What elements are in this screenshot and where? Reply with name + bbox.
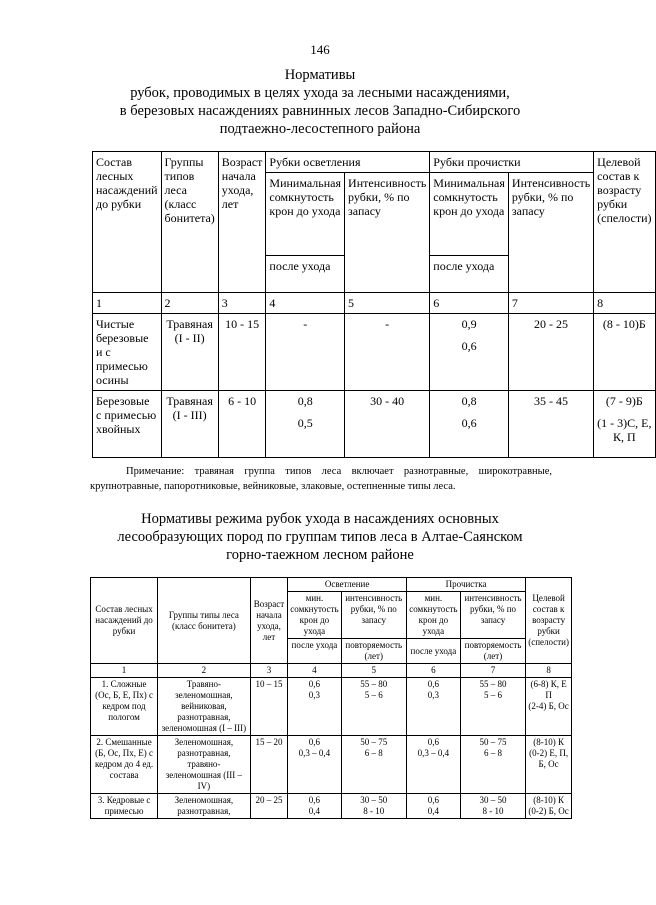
cell-min-closure-2: 0,6 0,4 [406,794,460,819]
cell-min-closure-2: 0,6 0,3 [406,678,460,736]
table1-note: Примечание: травяная группа типов леса включает разнотравные, широкотравные, крупнотравные, папоротниковые, вейниковые, злаковые, остепненные типы леса. [90,466,552,492]
cell-value-before: 0,9 [461,317,477,331]
cell-intensity-2: 35 - 45 [508,391,593,458]
column-number: 1 [93,293,162,314]
cell-intensity: 50 – 75 6 – 8 [341,736,406,794]
cell-intensity: 30 – 50 8 - 10 [341,794,406,819]
cell-intensity-2: 30 – 50 8 - 10 [460,794,525,819]
column-number: 6 [430,293,509,314]
column-number: 2 [158,664,251,678]
column-number: 7 [460,664,525,678]
cell-forest-group: Травяно-зеленомошная, вейниковая, разнотравная, зеленомошная (I – III) [158,678,251,736]
cell-min-closure: 0,6 0,4 [288,794,341,819]
cell-composition: 1. Сложные (Ос, Б, Е, Пх) с кедром под пологом [91,678,158,736]
cell-min-closure: 0,6 0,3 [288,678,341,736]
cell-composition: Чистые березовые и с примесью осины [93,314,162,391]
title1-line1: Нормативы [284,67,356,83]
column-number: 8 [526,664,572,678]
page-number: 146 [310,42,330,57]
column-number: 4 [266,293,345,314]
header-repeat-2: повторяемость (лет) [460,639,525,664]
cell-intensity-2: 55 – 80 5 – 6 [460,678,525,736]
header-cleaning: Прочистка [406,578,525,592]
header-intensity: интенсивность рубки, % по запасу [341,592,406,639]
cell-composition: 3. Кедровые с примесью [91,794,158,819]
cell-min-closure-2 [430,314,509,391]
header-composition: Состав лесных насаждений до рубки [93,152,162,293]
norms-table-birch [92,151,656,458]
cell-target: (8-10) К (0-2) Б, Ос [526,794,572,819]
table2-title [90,510,550,564]
cell-intensity: - [345,314,430,391]
title2-line1: Нормативы режима рубок ухода в насаждениях основных [141,511,499,527]
table-row [91,794,572,819]
header-cleaning-cuts: Рубки прочистки [430,152,594,173]
header-after-care: после ухода [288,639,341,664]
cell-target [594,391,655,458]
header-target-composition: Целевой состав к возрасту рубки (спелости) [594,152,655,293]
cell-min-closure [266,391,345,458]
cell-value-before: - [303,317,308,331]
cell-start-age: 20 – 25 [250,794,288,819]
header-composition: Состав лесных насаждений до рубки [91,578,158,664]
title1-line4: подтаежно-лесостепного района [219,121,421,137]
cell-value-after: 0,6 [461,416,477,430]
table-row [93,314,656,391]
title2-line2: лесообразующих пород по группам типов леса в Алтае-Саянском [117,529,523,545]
header-start-age: Возраст начала ухода, лет [250,578,288,664]
cell-intensity-2: 50 – 75 6 – 8 [460,736,525,794]
title1-line3: в березовых насаждениях равнинных лесов Западно-Сибирского [119,103,521,119]
cell-target-line1: (7 - 9)Б [605,394,643,408]
cell-forest-group: Травяная (I - III) [161,391,218,458]
cell-forest-group: Травяная (I - II) [161,314,218,391]
header-target-composition: Целевой состав к возрасту рубки (спелости) [526,578,572,664]
column-number: 5 [345,293,430,314]
header-lighting: Осветление [288,578,407,592]
header-min-closure-before: Минимальная сомкнутость крон до ухода [266,173,345,256]
header-intensity-2: интенсивность рубки, % по запасу [460,592,525,639]
column-number: 7 [508,293,593,314]
cell-min-closure-2 [430,391,509,458]
norms-table-altai-sayan [90,577,572,819]
header-repeat: повторяемость (лет) [341,639,406,664]
cell-start-age: 10 – 15 [250,678,288,736]
header-start-age: Возраст начала ухода, лет [218,152,266,293]
cell-composition: 2. Смешанные (Б, Ос, Пх, Е) с кедром до 4 ед. состава [91,736,158,794]
cell-composition: Березовые с примесью хвойных [93,391,162,458]
header-after-care-2: после ухода [406,639,460,664]
column-number: 6 [406,664,460,678]
column-number: 3 [218,293,266,314]
header-intensity: Интенсивность рубки, % по запасу [345,173,430,293]
cell-min-closure-2: 0,6 0,3 – 0,4 [406,736,460,794]
column-number: 5 [341,664,406,678]
column-number: 2 [161,293,218,314]
cell-intensity: 30 - 40 [345,391,430,458]
table-row [91,736,572,794]
cell-intensity: 55 – 80 5 – 6 [341,678,406,736]
cell-value-after: 0,5 [297,416,313,430]
header-after-care: после ухода [266,256,345,293]
column-number: 8 [594,293,655,314]
cell-min-closure: 0,6 0,3 – 0,4 [288,736,341,794]
column-number: 1 [91,664,158,678]
cell-value-before: 0,8 [297,394,313,408]
cell-value-after: 0,6 [461,339,477,353]
column-number: 3 [250,664,288,678]
cell-target [594,314,655,391]
cell-min-closure [266,314,345,391]
cell-target: (6-8) К, Е П (2-4) Б, Ос [526,678,572,736]
cell-start-age: 10 - 15 [218,314,266,391]
header-after-care-2: после ухода [430,256,509,293]
header-min-closure-before: мин. сомкнутость крон до ухода [288,592,341,639]
header-lighting-cuts: Рубки осветления [266,152,430,173]
column-number: 4 [288,664,341,678]
cell-start-age: 6 - 10 [218,391,266,458]
table-row [93,391,656,458]
title1-line2: рубок, проводимых в целях ухода за лесными насаждениями, [130,85,510,101]
cell-start-age: 15 – 20 [250,736,288,794]
header-min-closure-before-2: Минимальная сомкнутость крон до ухода [430,173,509,256]
cell-forest-group: Зеленомошная, разнотравная, травяно-зеленомошная (III – IV) [158,736,251,794]
cell-target-line2: (1 - 3)С, Е, К, П [597,416,652,444]
table1-title [60,66,580,138]
cell-intensity-2: 20 - 25 [508,314,593,391]
title2-line3: горно-таежном лесном районе [226,547,414,563]
cell-target: (8-10) К (0-2) Е, П, Б, Ос [526,736,572,794]
header-min-closure-before-2: мин. сомкнутость крон до ухода [406,592,460,639]
table-row [91,678,572,736]
header-intensity-2: Интенсивность рубки, % по запасу [508,173,593,293]
header-forest-groups: Группы типов леса (класс бонитета) [161,152,218,293]
cell-forest-group: Зеленомошная, разнотравная, [158,794,251,819]
cell-value-before: 0,8 [461,394,477,408]
cell-target-line1: (8 - 10)Б [602,317,646,331]
header-forest-groups: Группы типы леса (класс бонитета) [158,578,251,664]
